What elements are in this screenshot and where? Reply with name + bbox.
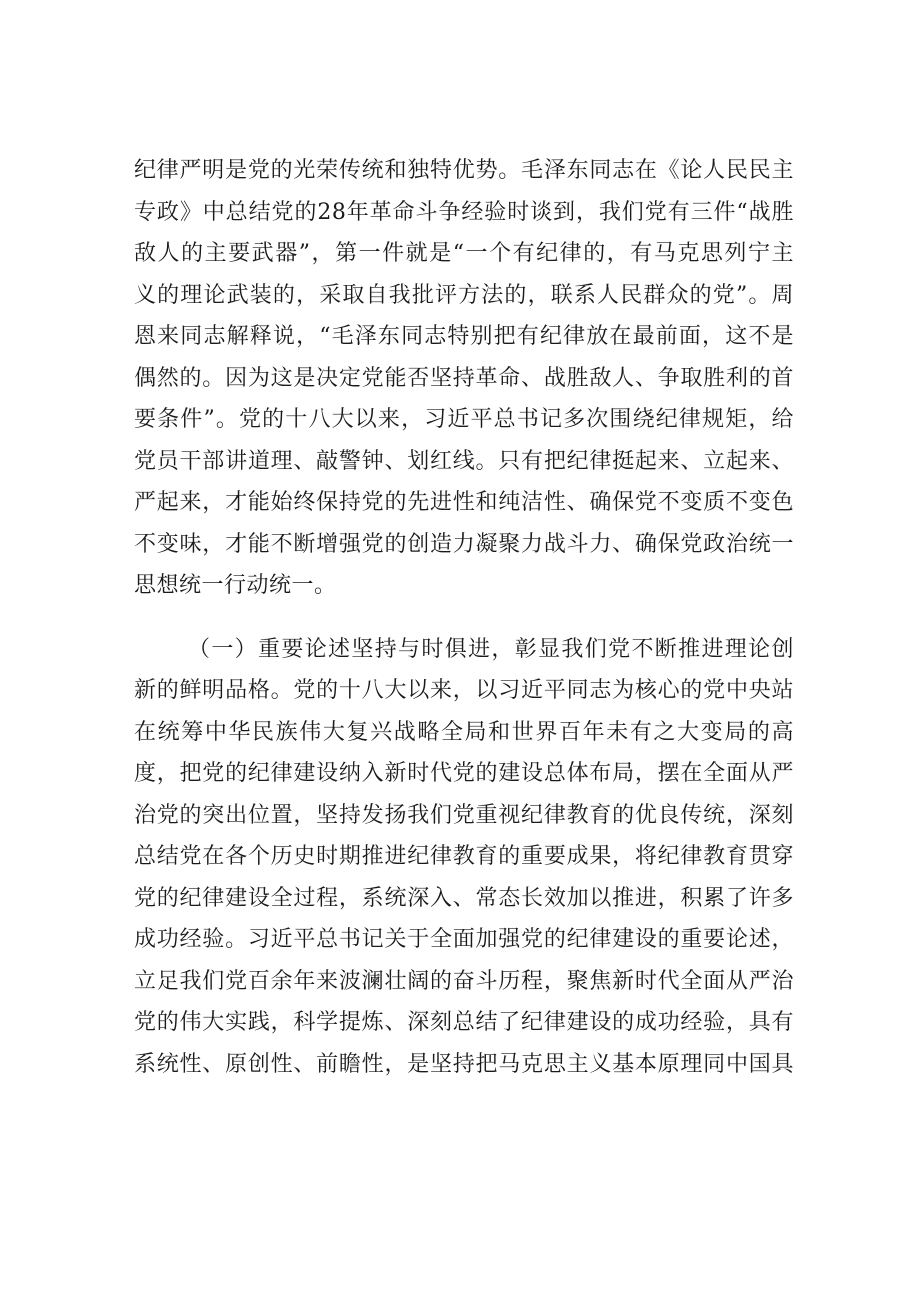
text-line: 新的鲜明品格。党的十八大以来，以习近平同志为核心的党中央站	[134, 678, 794, 703]
section-heading-line: （一）重要论述坚持与时俱进，彰显我们党不断推进理论创	[188, 636, 794, 662]
text-line: 要条件”。党的十八大以来，习近平总书记多次围绕纪律规矩，给	[134, 407, 794, 432]
text-line: 治党的突出位置，坚持发扬我们党重视纪律教育的优良传统，深刻	[134, 802, 794, 828]
text-line: 恩来同志解释说，“毛泽东同志特别把有纪律放在最前面，这不是	[134, 324, 794, 349]
text-line: 在统筹中华民族伟大复兴战略全局和世界百年未有之大变局的高	[134, 719, 794, 745]
paragraph-discipline-tradition	[134, 150, 794, 607]
paragraph-spacer	[134, 607, 794, 629]
text-line: 系统性、原创性、前瞻性，是坚持把马克思主义基本原理同中国具	[134, 1051, 794, 1077]
text-line: 严起来，才能始终保持党的先进性和纯洁性、确保党不变质不变色	[134, 490, 794, 515]
text-line: 党员干部讲道理、敲警钟、划红线。只有把纪律挺起来、立起来、	[134, 448, 794, 474]
document-body	[134, 150, 794, 1085]
text-line: 义的理论武装的，采取自我批评方法的，联系人民群众的党”。周	[134, 282, 794, 308]
text-line: 偶然的。因为这是决定党能否坚持革命、战胜敌人、争取胜利的首	[134, 365, 794, 391]
text-line: 立足我们党百余年来波澜壮阔的奋斗历程，聚焦新时代全面从严治	[134, 968, 794, 994]
text-line: 专政》中总结党的28年革命斗争经验时谈到，我们党有三件“战胜	[134, 199, 794, 225]
text-line: 度，把党的纪律建设纳入新时代党的建设总体布局，摆在全面从严	[134, 761, 794, 786]
paragraph-section-one	[134, 629, 794, 1086]
text-line: 纪律严明是党的光荣传统和独特优势。毛泽东同志在《论人民民主	[134, 158, 794, 183]
text-line: 敌人的主要武器”，第一件就是“一个有纪律的，有马克思列宁主	[134, 241, 794, 266]
text-line: 党的伟大实践，科学提炼、深刻总结了纪律建设的成功经验，具有	[134, 1010, 794, 1035]
text-line: 不变味，才能不断增强党的创造力凝聚力战斗力、确保党政治统一	[134, 531, 794, 557]
text-line: 总结党在各个历史时期推进纪律教育的重要成果，将纪律教育贯穿	[134, 844, 794, 869]
text-line: 党的纪律建设全过程，系统深入、常态长效加以推进，积累了许多	[134, 885, 794, 911]
text-line: 思想统一行动统一。	[134, 573, 337, 598]
text-line: 成功经验。习近平总书记关于全面加强党的纪律建设的重要论述，	[134, 927, 794, 952]
